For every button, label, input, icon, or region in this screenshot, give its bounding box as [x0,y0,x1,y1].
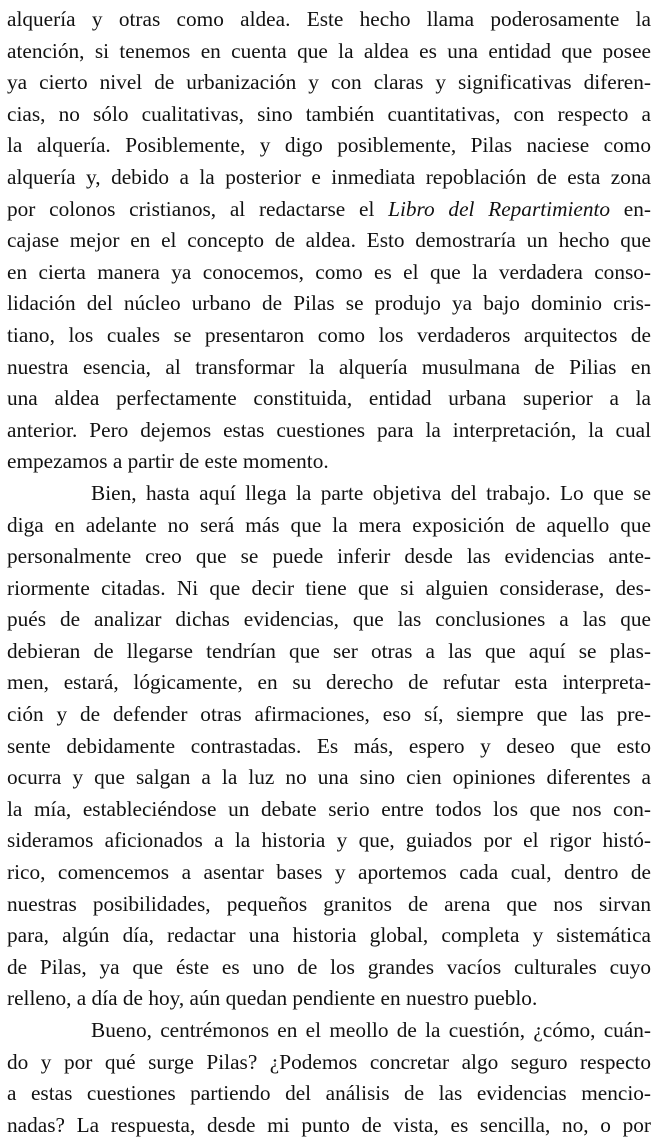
text-line: Bueno, centrémonos en el meollo de la cuestión, ¿cómo, cuán- [91,1018,651,1042]
text-line: cajase mejor en el concepto de aldea. Esto demostraría un hecho que [7,228,651,253]
text-line: la mía, estableciéndose un debate serio entre todos los que nos con- [7,796,651,821]
text-line: ocurra y que salgan a la luz no una sino cien opiniones diferentes a [7,765,651,790]
text-line: rico, comencemos a asentar bases y aportemos cada cual, dentro de [7,860,651,885]
text-line: la alquería. Posiblemente, y digo posiblemente, Pilas naciese como [7,133,651,158]
text-line: nuestra esencia, al transformar la alquería musulmana de Pilias en [7,354,651,379]
text-line: ción y de defender otras afirmaciones, eso sí, siempre que las pre- [7,702,651,727]
paragraph [7,478,651,1015]
text-line: alquería y otras como aldea. Este hecho llama poderosamente la [7,7,651,31]
text-line: anterior. Pero dejemos estas cuestiones para la interpretación, la cual [7,417,651,442]
text-line: nuestras posibilidades, pequeños granitos de arena que nos sirvan [7,891,651,916]
text-line: de Pilas, ya que éste es uno de los grandes vacíos culturales cuyo [7,954,651,979]
text-line: pués de analizar dichas evidencias, que las conclusiones a las que [7,607,651,632]
text-line [7,194,651,226]
text-line: do y por qué surge Pilas? ¿Podemos concretar algo seguro respecto [7,1049,651,1074]
text-line: diga en adelante no será más que la mera exposición de aquello que [7,512,651,537]
text-line: cias, no sólo cualitativas, sino también cuantitativas, con respecto a [7,101,651,126]
text-after-title: en- [610,196,651,221]
text-line: atención, si tenemos en cuenta que la aldea es una entidad que posee [7,38,651,63]
text-line: alquería y, debido a la posterior e inmediata repoblación de esta zona [7,164,651,189]
book-title: Libro del Repartimiento [388,196,611,221]
text-line: relleno, a día de hoy, aún quedan pendiente en nuestro pueblo. [7,986,538,1011]
text-line: lidación del núcleo urbano de Pilas se produjo ya bajo dominio cris- [7,291,651,316]
text-line: para, algún día, redactar una historia global, completa y sistemática [7,923,651,948]
text-line: riormente citadas. Ni que decir tiene que si alguien considerase, des- [7,575,651,600]
text-line: sente debidamente contrastadas. Es más, espero y deseo que esto [7,733,651,758]
text-line: una aldea perfectamente constituida, entidad urbana superior a la [7,386,651,411]
text-line: empezamos a partir de este momento. [7,449,329,474]
text-line: en cierta manera ya conocemos, como es el que la verdadera conso- [7,259,651,284]
text-line: Bien, hasta aquí llega la parte objetiva del trabajo. Lo que se [91,480,651,505]
paragraph [7,1015,651,1141]
paragraph [7,4,651,478]
text-line: ya cierto nivel de urbanización y con claras y significativas diferen- [7,70,651,95]
text-line: sideramos aficionados a la historia y que, guiados por el rigor histó- [7,828,651,853]
text-line: men, estará, lógicamente, en su derecho de refutar esta interpreta- [7,670,651,695]
document-page [7,4,651,1141]
text-line: a estas cuestiones partiendo del análisis de las evidencias mencio- [7,1081,651,1106]
text-line: debieran de llegarse tendrían que ser otras a las que aquí se plas- [7,638,651,663]
text-before-title: por colonos cristianos, al redactarse el [7,196,389,221]
text-line: nadas? La respuesta, desde mi punto de vista, es sencilla, no, o por [7,1112,651,1137]
text-line: personalmente creo que se puede inferir desde las evidencias ante- [7,544,651,569]
text-line: tiano, los cuales se presentaron como los verdaderos arquitectos de [7,322,651,347]
